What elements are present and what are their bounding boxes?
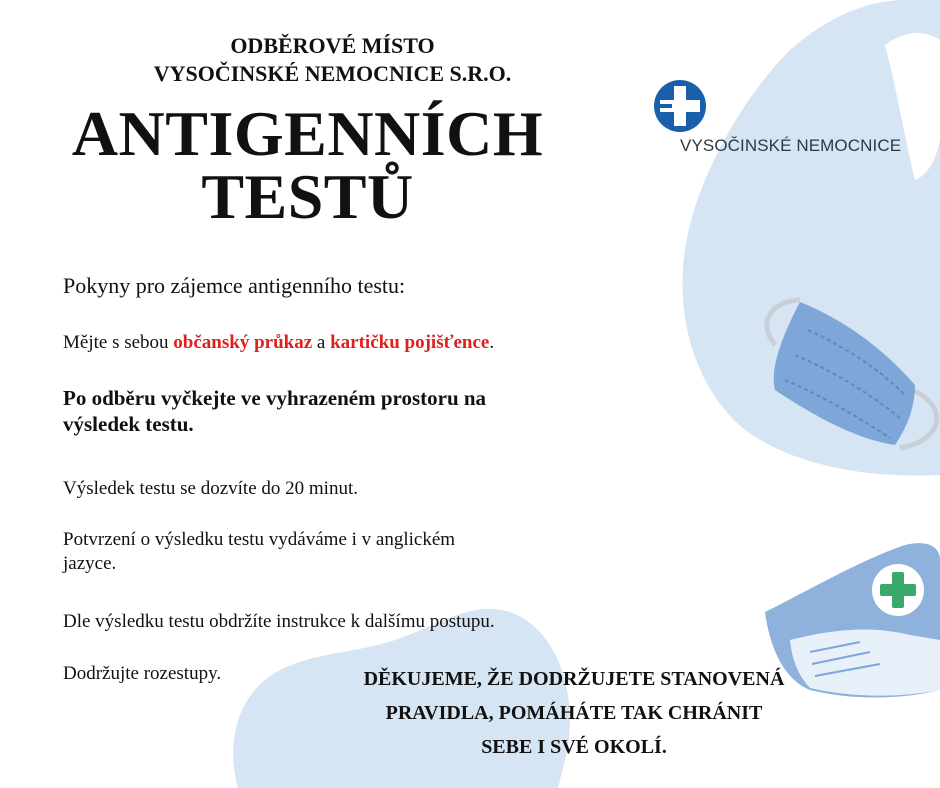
header-line-1: ODBĚROVÉ MÍSTO	[230, 33, 435, 58]
id-requirement	[63, 331, 494, 355]
next-steps: Dle výsledku testu obdržíte instrukce k dalšímu postupu.	[63, 611, 495, 632]
thanks-line-1: DĚKUJEME, ŽE DODRŽUJETE STANOVENÁ	[363, 668, 785, 690]
hospital-cross-icon	[652, 78, 708, 134]
wait-line-1: Po odběru vyčkejte ve vyhrazeném prostoru na	[63, 386, 487, 410]
thank-you-message	[308, 662, 840, 764]
id-suffix: .	[489, 332, 495, 353]
logo-text: VYSOČINSKÉ NEMOCNICE	[680, 136, 902, 155]
insurance-card-text: kartičku pojišťence	[330, 332, 490, 353]
thanks-line-3: SEBE I SVÉ OKOLÍ.	[481, 736, 667, 758]
thanks-line-2: PRAVIDLA, POMÁHÁTE TAK CHRÁNIT	[385, 702, 763, 724]
title-line-1: ANTIGENNÍCH	[71, 98, 544, 169]
distance-note: Dodržujte rozestupy.	[63, 663, 222, 684]
id-card-text: občanský průkaz	[173, 332, 313, 353]
english-line-2: jazyce.	[63, 553, 117, 574]
wait-line-2: výsledek testu.	[63, 412, 194, 436]
instructions-intro: Pokyny pro zájemce antigenního testu:	[63, 273, 406, 298]
wait-instruction	[63, 385, 603, 437]
result-time: Výsledek testu se dozvíte do 20 minut.	[63, 478, 358, 499]
id-prefix: Mějte s sebou	[63, 332, 174, 353]
hospital-logo	[652, 78, 922, 168]
english-confirmation	[63, 528, 455, 576]
title-line-2: TESTŮ	[201, 161, 414, 232]
english-line-1: Potvrzení o výsledku testu vydáváme i v anglickém	[63, 529, 456, 550]
page-header	[60, 32, 605, 88]
page-title	[20, 98, 595, 232]
header-line-2: VYSOČINSKÉ NEMOCNICE S.R.O.	[153, 61, 512, 86]
id-and: a	[312, 332, 331, 353]
